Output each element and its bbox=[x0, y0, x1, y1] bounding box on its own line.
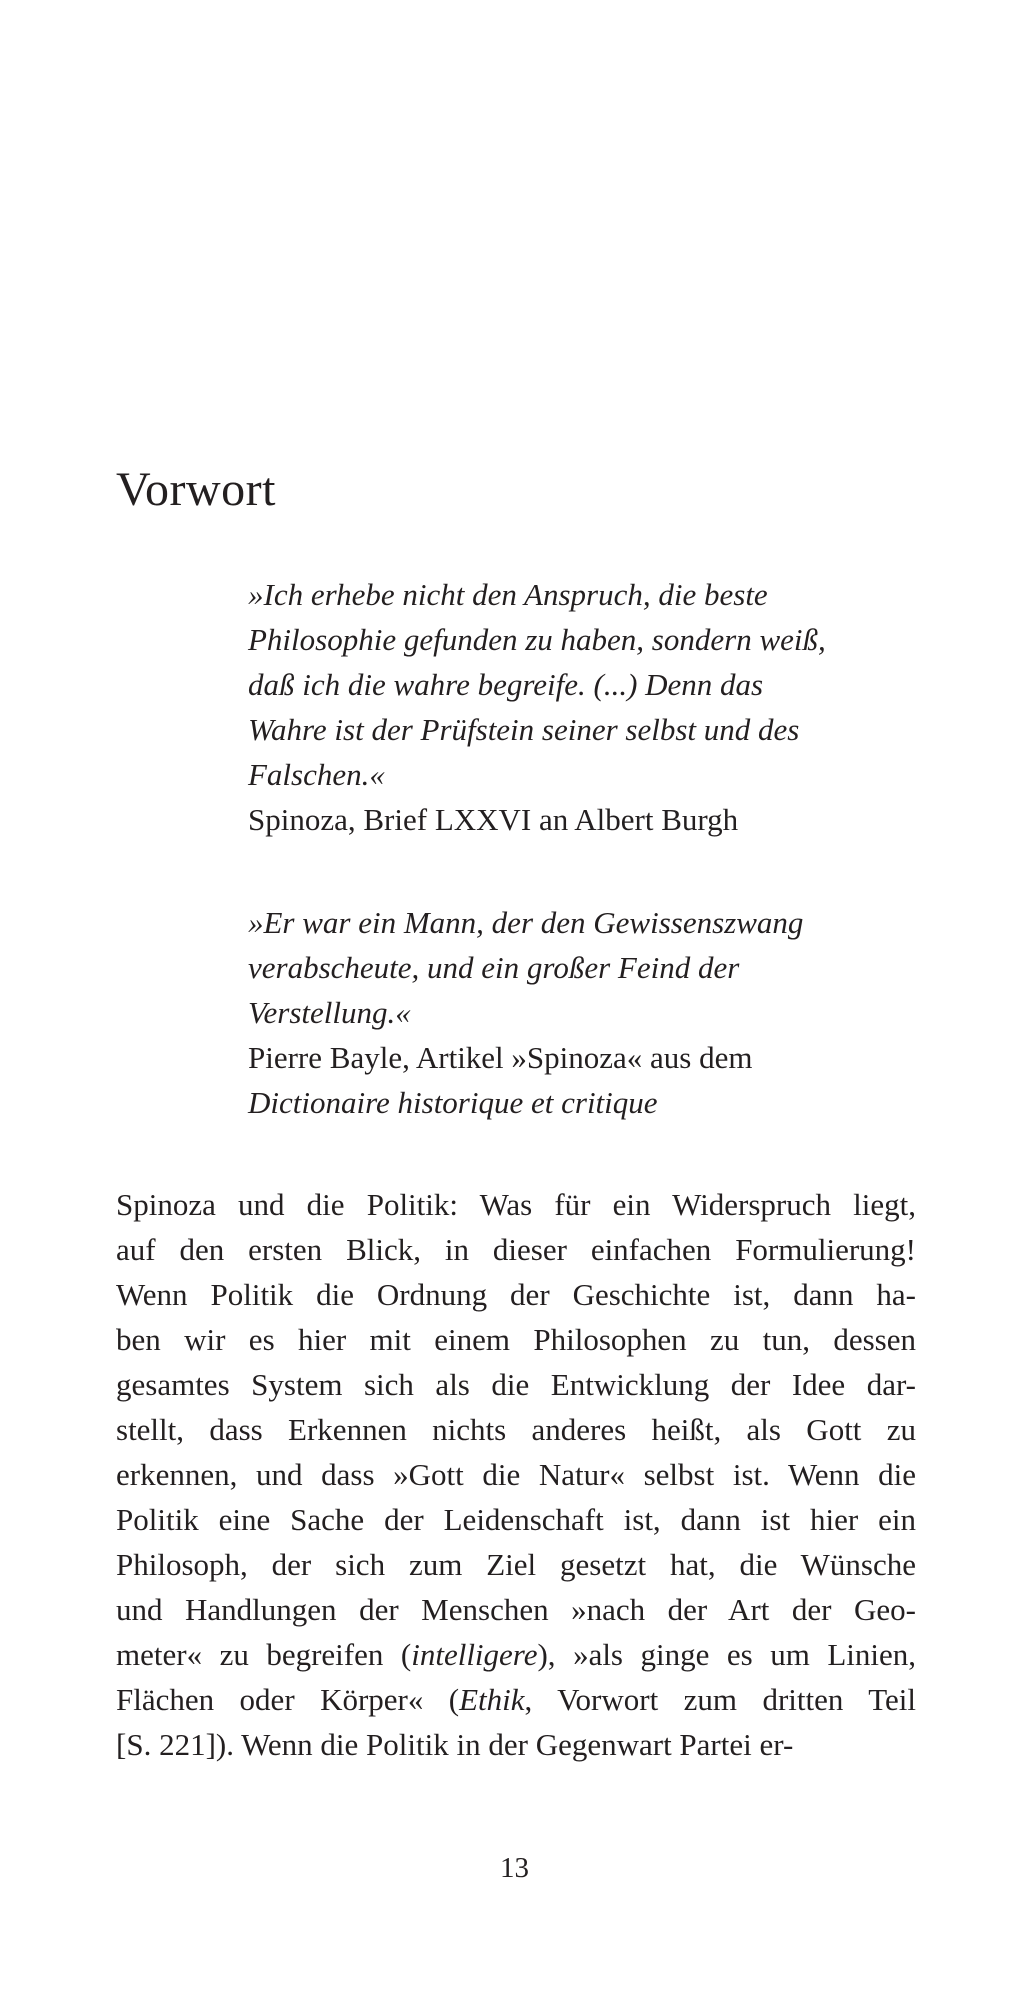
chapter-title: Vorwort bbox=[116, 463, 276, 516]
epigraph-quote-line: »Ich erhebe nicht den Anspruch, die beste bbox=[248, 577, 768, 612]
epigraph-quote-line: Wahre ist der Prüfstein seiner selbst und des bbox=[248, 712, 800, 747]
body-line: gesamtes System sich als die Entwicklung der Idee dar- bbox=[116, 1367, 916, 1402]
body-line bbox=[116, 1677, 916, 1722]
body-line bbox=[116, 1632, 916, 1677]
page-number: 13 bbox=[500, 1852, 529, 1884]
body-line: erkennen, und dass »Gott die Natur« selbst ist. Wenn die bbox=[116, 1457, 916, 1492]
body-line: Philosoph, der sich zum Ziel gesetzt hat, die Wünsche bbox=[116, 1547, 916, 1582]
body-text-run: Flächen oder Körper« ( bbox=[116, 1682, 460, 1717]
body-line: auf den ersten Blick, in dieser einfachen Formulierung! bbox=[116, 1232, 916, 1267]
epigraph-quote-line: Verstellung.« bbox=[248, 995, 411, 1030]
body-text-run: ), »als ginge es um Linien, bbox=[537, 1637, 917, 1672]
body-text-run: , Vorwort zum dritten Teil bbox=[524, 1682, 916, 1717]
epigraph-bayle bbox=[248, 900, 948, 1125]
body-line: [S. 221]). Wenn die Politik in der Gegenwart Partei er- bbox=[116, 1727, 794, 1762]
body-line: ben wir es hier mit einem Philosophen zu tun, dessen bbox=[116, 1322, 916, 1357]
epigraph-quote-line: »Er war ein Mann, der den Gewissenszwang bbox=[248, 905, 804, 940]
epigraph-quote-line: daß ich die wahre begreife. (...) Denn das bbox=[248, 667, 764, 702]
body-emphasis: Ethik bbox=[459, 1682, 525, 1717]
body-line: Politik eine Sache der Leidenschaft ist, dann ist hier ein bbox=[116, 1502, 916, 1537]
epigraph-quote-line: Philosophie gefunden zu haben, sondern weiß, bbox=[248, 622, 826, 657]
body-line: stellt, dass Erkennen nichts anderes heißt, als Gott zu bbox=[116, 1412, 916, 1447]
body-line: und Handlungen der Menschen »nach der Art der Geo- bbox=[116, 1592, 916, 1627]
body-text-run: meter« zu begreifen ( bbox=[116, 1637, 412, 1672]
epigraph-source-work: Dictionaire historique et critique bbox=[248, 1085, 658, 1120]
body-paragraph bbox=[116, 1182, 916, 1767]
body-line: Spinoza und die Politik: Was für ein Widerspruch liegt, bbox=[116, 1187, 916, 1222]
body-emphasis: intelligere bbox=[411, 1637, 538, 1672]
epigraph-quote-line: verabscheute, und ein großer Feind der bbox=[248, 950, 740, 985]
epigraph-spinoza bbox=[248, 572, 948, 842]
epigraph-source: Spinoza, Brief LXXVI an Albert Burgh bbox=[248, 802, 739, 837]
body-line: Wenn Politik die Ordnung der Geschichte ist, dann ha- bbox=[116, 1277, 916, 1312]
epigraph-source: Pierre Bayle, Artikel »Spinoza« aus dem bbox=[248, 1040, 753, 1075]
epigraph-quote-line: Falschen.« bbox=[248, 757, 385, 792]
